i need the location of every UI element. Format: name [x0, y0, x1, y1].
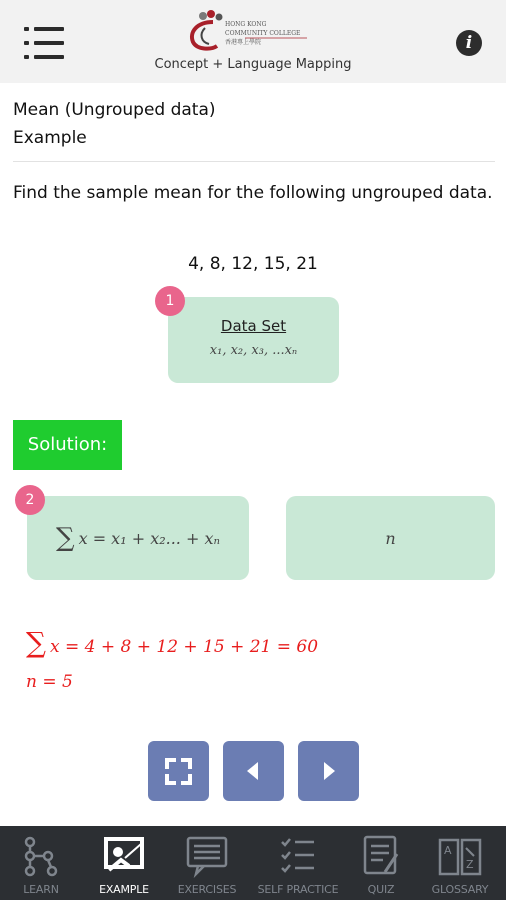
tab-label: QUIZ: [367, 883, 395, 896]
flowchart-icon: [21, 834, 61, 878]
sum-answer: [26, 626, 318, 659]
fullscreen-button[interactable]: [148, 741, 209, 801]
notes-icon: [184, 834, 230, 878]
answer-n-line: n = 5: [26, 672, 73, 692]
menu-icon[interactable]: [24, 27, 64, 61]
bottom-tab-bar: [0, 826, 506, 900]
data-set-title: Data Set: [220, 317, 287, 335]
college-logo: [183, 8, 313, 56]
app-header: [0, 0, 506, 83]
n-label: n: [385, 528, 396, 548]
sum-formula-card[interactable]: [27, 496, 249, 580]
step-badge-1: 1: [155, 286, 185, 316]
tab-label: LEARN: [23, 883, 59, 896]
tab-label: EXAMPLE: [99, 883, 149, 896]
topic-heading: [13, 96, 216, 152]
checklist-icon: [278, 834, 318, 878]
data-set-formula: x₁, x₂, x₃, ...xₙ: [209, 343, 298, 358]
answer-sum-line: x = 4 + 8 + 12 + 15 + 21 = 60: [50, 637, 319, 657]
svg-text:HONG KONG: HONG KONG: [225, 21, 267, 28]
topic-title: Mean (Ungrouped data): [13, 100, 216, 120]
svg-text:COMMUNITY COLLEGE: COMMUNITY COLLEGE: [225, 30, 301, 37]
triangle-right-icon: [298, 741, 359, 801]
sum-formula: x = x₁ + x₂... + xₙ: [78, 528, 220, 548]
book-az-icon: [436, 834, 484, 878]
solution-label: Solution:: [13, 420, 122, 470]
svg-text:Z: Z: [466, 858, 474, 871]
triangle-left-icon: [223, 741, 284, 801]
quiz-icon: [361, 834, 401, 878]
question-text: Find the sample mean for the following ungrouped data.: [13, 183, 493, 203]
data-set-card[interactable]: [168, 297, 339, 383]
tab-label: EXERCISES: [177, 883, 237, 896]
topic-section: Example: [13, 128, 87, 148]
tab-label: GLOSSARY: [431, 883, 489, 896]
step-badge-2: 2: [15, 485, 45, 515]
sigma-symbol: ∑: [56, 523, 75, 553]
tab-glossary[interactable]: [414, 826, 506, 900]
divider: [13, 161, 495, 162]
info-icon[interactable]: i: [456, 30, 482, 56]
svg-text:A: A: [444, 844, 452, 857]
question-data: 4, 8, 12, 15, 21: [188, 254, 318, 274]
next-button[interactable]: [298, 741, 359, 801]
fullscreen-icon: [148, 741, 209, 801]
previous-button[interactable]: [223, 741, 284, 801]
presentation-icon: [101, 834, 147, 878]
svg-text:香港專上學院: 香港專上學院: [225, 39, 262, 46]
answer-sigma: ∑: [26, 626, 46, 659]
app-subtitle: Concept + Language Mapping: [154, 57, 352, 72]
tab-label: SELF PRACTICE: [257, 883, 339, 896]
n-card[interactable]: [286, 496, 495, 580]
